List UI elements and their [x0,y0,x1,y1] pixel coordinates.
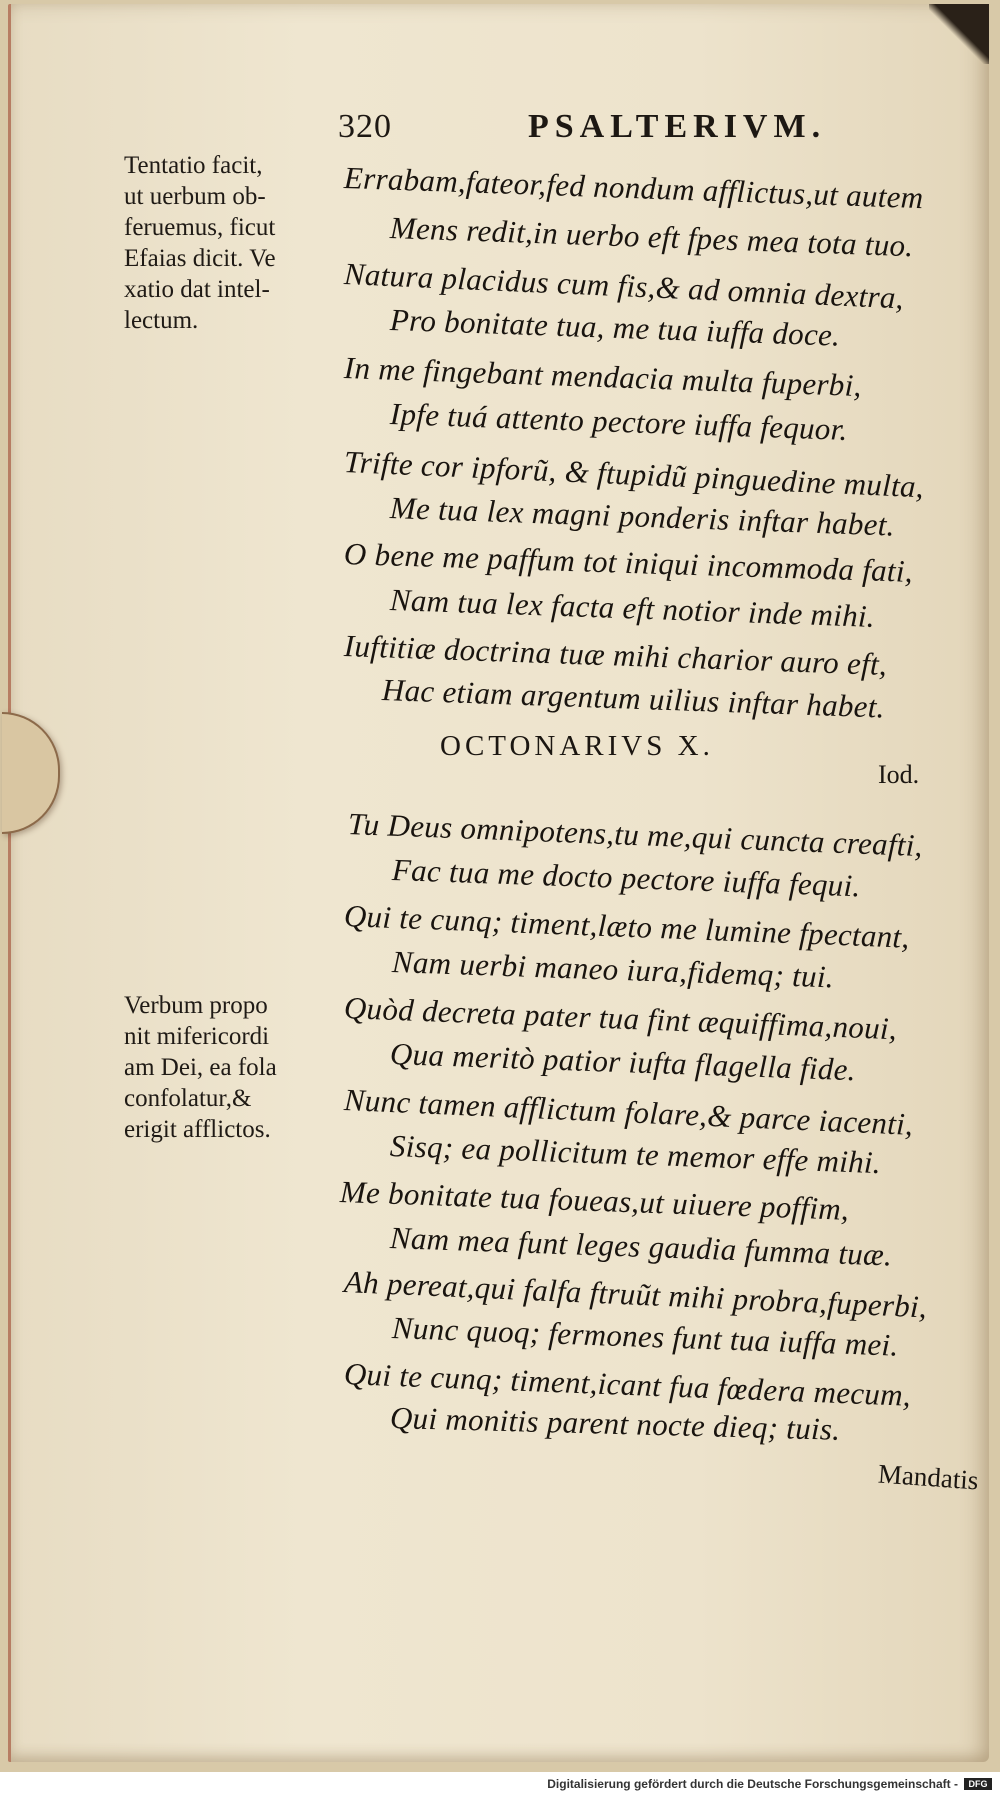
margin-note-line: Verbum propo [124,992,268,1019]
verse-line: Nam mea funt leges gaudia fumma tuæ. [389,1220,893,1273]
digitization-footer [0,1772,1000,1796]
margin-note-line: confolatur,& [124,1085,252,1112]
margin-note-line: lectum. [124,307,199,334]
section-title: OCTONARIVS X. [440,730,714,762]
margin-note-line: feruemus, ficut [124,214,276,241]
verse-line: Qui monitis parent nocte dieq; tuis. [389,1400,841,1447]
margin-note-line: ut uerbum ob- [124,183,266,210]
verse-line: O bene me paffum tot iniqui incommoda fati, [343,536,914,589]
page-corner-shadow [929,4,989,64]
verse-line: Qui te cunq; timent,icant fua fœdera mecum, [343,1356,912,1413]
margin-note-line: am Dei, ea fola [124,1054,277,1081]
section-letter: Iod. [878,760,920,789]
verse-line: Ipfe tuá attento pectore iuffa fequor. [389,396,849,447]
verse-line: Ah pereat,qui falfa ftruũt mihi probra,fuperbi, [343,1264,928,1325]
verse-line: Mens redit,in uerbo eft fpes mea tota tuo. [389,210,915,264]
verse-line: Natura placidus cum fis,& ad omnia dextra, [343,256,905,316]
verse-line: Nunc quoq; fermones funt tua iuffa mei. [391,1310,900,1363]
verse-line: Trifte cor ipforũ, & ftupidũ pinguedine multa, [343,444,925,505]
verse-line: Pro bonitate tua, me tua iuffa doce. [389,302,841,353]
verse-line: Qua meritò patior iufta flagella fide. [389,1036,857,1088]
verse-line: Nam uerbi maneo iura,fidemq; tui. [391,944,835,995]
margin-note-line: Efaias dicit. Ve [124,245,276,272]
margin-note-line: erigit afflictos. [124,1116,271,1143]
margin-note-line: Tentatio facit, [124,152,263,179]
running-title: PSALTERIVM. [528,108,827,145]
page-number: 320 [338,108,392,145]
verse-line: Quòd decreta pater tua fint æquiffima,noui, [343,990,898,1047]
running-header [338,108,858,158]
dfg-logo: DFG [964,1778,992,1790]
margin-note-1 [124,150,346,336]
verse-line: Me tua lex magni ponderis inftar habet. [389,490,896,543]
catchword: Mandatis [877,1458,980,1496]
verse-line: Fac tua me docto pectore iuffa fequi. [391,852,862,904]
margin-note-line: nit mifericordi [124,1023,270,1050]
verse-line: Nam tua lex facta eft notior inde mihi. [389,582,876,634]
verse-line: Nunc tamen afflictum folare,& parce iacenti, [343,1082,914,1142]
footer-credit: Digitalisierung gefördert durch die Deutsche Forschungsgemeinschaft - [547,1777,958,1791]
margin-note-2 [124,990,346,1145]
verse-line: Sisq; ea pollicitum te memor effe mihi. [389,1128,882,1181]
verse-line: Errabam,fateor,fed nondum afflictus,ut autem [343,160,925,216]
verse-line: Tu Deus omnipotens,tu me,qui cuncta creafti, [347,806,924,864]
verse-line: Me bonitate tua foueas,ut uiuere poffim, [339,1174,850,1227]
verse-line: Hac etiam argentum uilius inftar habet. [381,672,886,725]
verse-line: Qui te cunq; timent,læto me lumine fpectant, [343,898,911,955]
margin-note-line: xatio dat intel- [124,276,270,303]
verse-line: In me fingebant mendacia multa fuperbi, [343,350,863,404]
verse-line: Iuftitiæ doctrina tuæ mihi charior auro eft, [343,628,888,682]
